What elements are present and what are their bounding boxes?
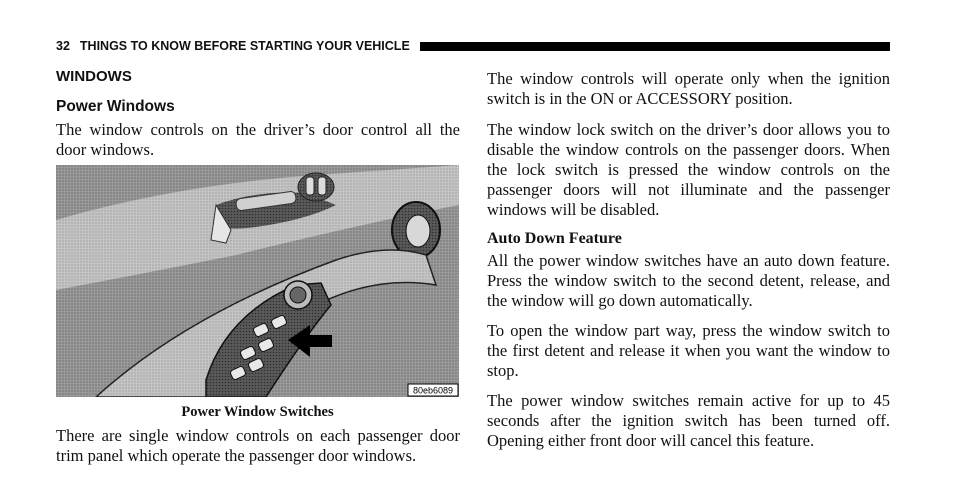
active-duration-paragraph: The power window switches remain active for up to 45 seconds after the ignition switch has been turned off. Opening either front door will cancel this feature. bbox=[487, 391, 890, 450]
after-figure-paragraph: There are single window controls on each passenger door trim panel which operate the passenger door windows. bbox=[56, 426, 460, 465]
intro-paragraph: The window controls on the driver’s door control all the door windows. bbox=[56, 120, 460, 159]
chapter-title: THINGS TO KNOW BEFORE STARTING YOUR VEHICLE bbox=[79, 39, 410, 53]
auto-down-paragraph: All the power window switches have an auto down feature. Press the window switch to the second detent, release, and the window will go down automatically. bbox=[487, 251, 890, 310]
page-number: 32 bbox=[56, 39, 70, 53]
ignition-paragraph: The window controls will operate only when the ignition switch is in the ON or ACCESSORY position. bbox=[487, 69, 890, 108]
page-header bbox=[56, 38, 890, 54]
door-panel-illustration bbox=[56, 165, 459, 397]
subheading-power-windows: Power Windows bbox=[56, 98, 175, 115]
figure-id: 80eb6089 bbox=[412, 385, 454, 396]
figure-caption: Power Window Switches bbox=[181, 404, 334, 420]
auto-down-heading: Auto Down Feature bbox=[487, 230, 622, 247]
lock-switch-paragraph: The window lock switch on the driver’s door allows you to disable the window controls on the passenger doors. When the lock switch is pressed the window controls on the passenger doors will not illuminate and the passenger windows will be disabled. bbox=[487, 120, 890, 219]
header-rule bbox=[420, 42, 890, 51]
section-heading: WINDOWS bbox=[56, 68, 132, 85]
part-way-paragraph: To open the window part way, press the window switch to the first detent and release it when you want the window to stop. bbox=[487, 321, 890, 380]
